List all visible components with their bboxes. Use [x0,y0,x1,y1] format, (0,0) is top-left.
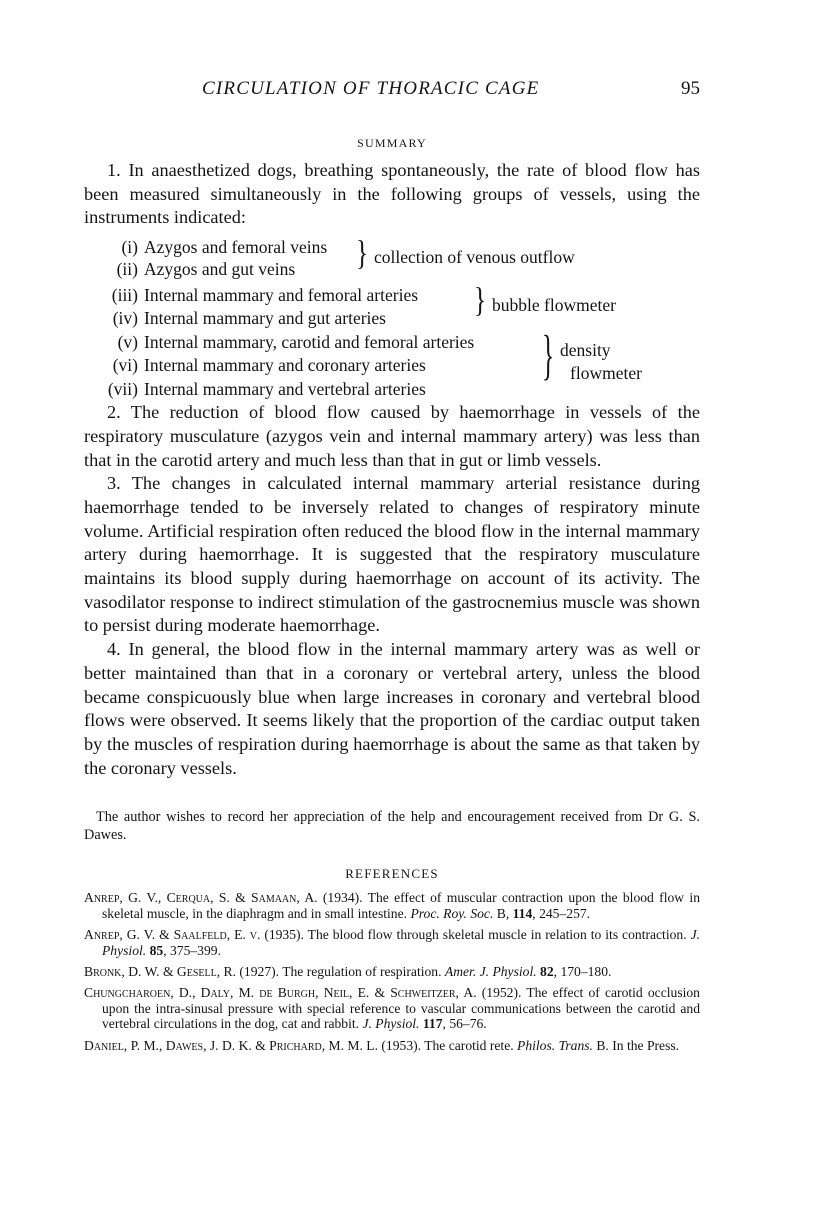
item-number: (ii) [116,259,138,280]
reference-authors: Anrep, G. V., Cerqua, S. & Samaan, A. [84,890,318,906]
reference-volume: 117 [422,1016,443,1032]
reference-volume: 85 [149,942,164,958]
vessel-item-vii [84,379,426,400]
right-brace-icon: } [474,281,487,321]
vessel-item-v [84,332,474,353]
item-number: (vi) [112,355,138,376]
item-text: Azygos and gut veins [144,259,296,280]
acknowledgement: The author wishes to record her appreciation of the help and encouragement received from Dr G. S. Dawes. [84,809,700,844]
reference-text: (1953). The carotid rete. [378,1037,518,1053]
reference-text: (1934). The effect of muscular contraction upon the blood flow in skeletal muscle, in the diaphragm and in small intestine. [102,890,700,921]
reference-item [84,927,700,958]
reference-series: B, [493,905,513,921]
reference-volume: 114 [512,905,533,921]
reference-pages: , 375–399. [163,942,221,958]
vessel-group-list [84,234,700,400]
reference-text: (1927). The regulation of respiration. [236,963,445,979]
group-label-flowmeter: flowmeter [570,363,642,384]
group-label-density: density [560,340,611,361]
summary-heading: SUMMARY [357,136,427,150]
group-label-venous: collection of venous outflow [374,247,575,268]
reference-item [84,985,700,1031]
right-brace-icon: } [542,326,555,387]
reference-authors: Daniel, P. M., Dawes, J. D. K. & Prichard, M. M. L. [84,1037,378,1053]
reference-list [84,890,700,1053]
item-text: Internal mammary, carotid and femoral arteries [144,332,475,353]
vessel-item-iii [84,285,418,306]
reference-authors: Bronk, D. W. & Gesell, R. [84,963,236,979]
item-number: (v) [117,332,138,353]
reference-text: (1935). The blood flow through skeletal muscle in relation to its contraction. [260,927,691,943]
reference-authors: Anrep, G. V. & Saalfeld, E. v. [84,927,261,943]
reference-pages: , 245–257. [532,905,591,921]
item-text: Internal mammary and vertebral arteries [144,379,426,400]
item-number: (iii) [111,285,138,306]
reference-journal: J. Physiol. [102,927,700,958]
reference-journal: J. Physiol. [362,1016,420,1032]
reference-item [84,1038,700,1053]
right-brace-icon: } [356,234,369,274]
summary-paragraph-4: 4. In general, the blood flow in the internal mammary artery was as well or better maintained than that in a coronary or vertebral artery, unless the blood became conspicuously blue when large increases in coronary and vertebral blood flows were observed. It seems likely that the proportion of the cardiac output taken by the muscles of respiration during haemorrhage is about the same as that taken by the coronary vessels. [84,639,700,778]
reference-series: B. In the Press. [592,1037,680,1053]
item-text: Internal mammary and coronary arteries [144,355,426,376]
reference-journal: Proc. Roy. Soc. [410,905,494,921]
running-head [84,74,700,104]
vessel-item-vi [84,355,426,376]
item-text: Internal mammary and gut arteries [144,308,386,329]
group-label-bubble: bubble flowmeter [492,295,616,316]
running-title: CIRCULATION OF THORACIC CAGE [202,78,540,99]
reference-item [84,890,700,921]
reference-pages: , 170–180. [553,963,612,979]
reference-authors: Chungcharoen, D., Daly, M. de Burgh, Neil, E. & Schweitzer, A. [84,985,477,1001]
page-number: 95 [681,78,700,99]
summary-paragraph-1: 1. In anaesthetized dogs, breathing spontaneously, the rate of blood flow has been measured simultaneously in the following groups of vessels, using the instruments indicated: [84,160,700,228]
reference-text: (1952). The effect of carotid occlusion upon the intra-sinusal pressure with special reference to vascular communications between the carotid and vertebral circulations in the dog, cat and rabbit. [102,985,700,1032]
summary-paragraph-3: 3. The changes in calculated internal mammary arterial resistance during haemorrhage tended to be inversely related to changes of respiratory minute volume. Artificial respiration often reduced the blood flow in the internal mammary artery during haemorrhage. It is suggested that the respiratory musculature maintains its blood supply during haemorrhage on account of its activity. The vasodilator response to indirect stimulation of the gastrocnemius muscle was shown to persist during moderate haemorrhage. [84,473,700,636]
summary-paragraph-2: 2. The reduction of blood flow caused by haemorrhage in vessels of the respiratory musculature (azygos vein and internal mammary artery) was less than that in the carotid artery and much less than that in gut or limb vessels. [84,402,700,470]
item-number: (vii) [107,379,138,400]
references-heading: REFERENCES [345,866,439,882]
reference-volume: 82 [540,963,554,979]
vessel-item-ii [84,259,295,280]
reference-journal: Philos. Trans. [517,1037,593,1053]
vessel-item-i [84,237,327,258]
reference-pages: , 56–76. [442,1016,487,1032]
reference-item [84,964,700,979]
item-number: (i) [121,237,138,258]
item-text: Azygos and femoral veins [144,237,328,258]
reference-journal: Amer. J. Physiol. [444,963,537,979]
item-number: (iv) [112,308,138,329]
item-text: Internal mammary and femoral arteries [144,285,419,306]
page [84,74,700,1059]
vessel-item-iv [84,308,386,329]
